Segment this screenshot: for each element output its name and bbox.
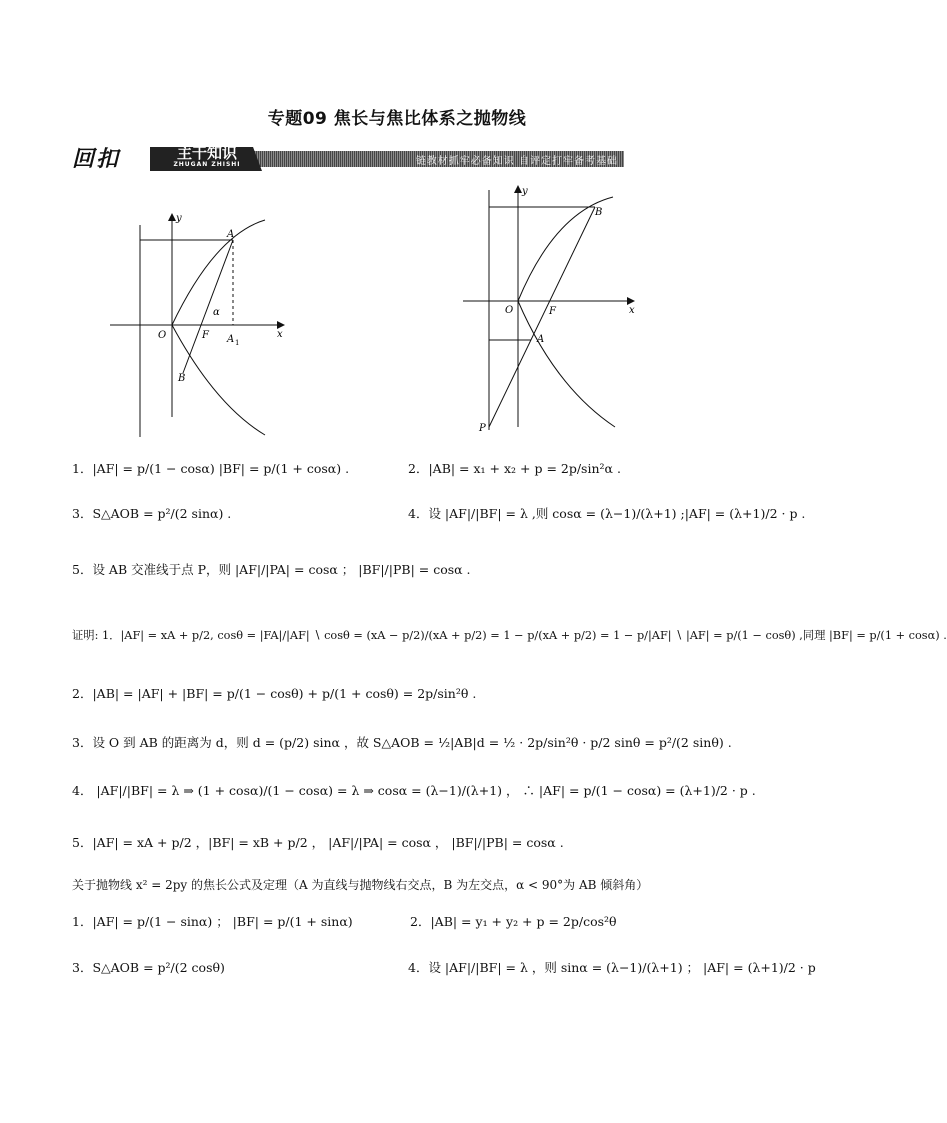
svg-text:A: A: [227, 229, 235, 240]
banner-left-text: 回扣: [72, 146, 121, 172]
svg-text:P: P: [479, 423, 486, 434]
formula-1: 1．|AF| = p/(1 − cosα) |BF| = p/(1 + cosα) .: [72, 461, 350, 476]
svg-text:O: O: [158, 330, 167, 341]
svg-text:B: B: [178, 373, 186, 384]
section2-formula-3: 3．S△AOB = p²/(2 cosθ): [72, 960, 225, 975]
parabola-curve: [172, 220, 265, 435]
section2-formula-1: 1．|AF| = p/(1 − sinα) ； |BF| = p/(1 + sinα): [72, 914, 353, 929]
svg-text:F: F: [549, 306, 556, 317]
svg-text:A: A: [537, 334, 545, 345]
svg-text:A: A: [227, 334, 235, 345]
proof-5: 5．|AF| = xA + p/2 ，|BF| = xB + p/2 ， |AF|/|PA| = cosα ， |BF|/|PB| = cosα .: [72, 835, 564, 850]
svg-text:x: x: [629, 305, 635, 316]
formula-4: 4．设 |AF|/|BF| = λ ,则 cosα = (λ−1)/(λ+1) ;|AF| = (λ+1)/2 · p .: [408, 506, 806, 521]
svg-text:O: O: [505, 305, 514, 316]
proof-1: 证明: 1．|AF| = xA + p/2, cosθ = |FA|/|AF| ∖ cosθ = (xA − p/2)/(xA + p/2) = 1 − p/(xA + p/2) = 1 − p/|AF| ∖ |AF| = p/(1 − cosθ) ,同理 |BF| = p/(1 + cosα) .: [72, 629, 947, 642]
proof-2: 2．|AB| = |AF| + |BF| = p/(1 − cosθ) + p/(1 + cosθ) = 2p/sin²θ .: [72, 686, 477, 701]
formula-2: 2．|AB| = x₁ + x₂ + p = 2p/sin²α .: [408, 461, 621, 476]
svg-text:1: 1: [235, 339, 240, 347]
svg-text:α: α: [213, 307, 220, 318]
banner-right-text: 链教材抓牢必备知识 自评定打牢备考基础: [415, 156, 618, 167]
section2-heading: 关于抛物线 x² = 2py 的焦长公式及定理（A 为直线与抛物线右交点，B 为左交点，α < 90°为 AB 倾斜角）: [72, 878, 649, 892]
svg-text:x: x: [277, 329, 283, 340]
section2-formula-4: 4．设 |AF|/|BF| = λ ，则 sinα = (λ−1)/(λ+1) ； |AF| = (λ+1)/2 · p: [408, 960, 816, 975]
proof-4: 4． |AF|/|BF| = λ ⇒ (1 + cosα)/(1 − cosα) = λ ⇒ cosα = (λ−1)/(λ+1) ， ∴ |AF| = p/(1 − cosα) = (λ+1)/2 · p .: [72, 783, 756, 798]
formula-3: 3．S△AOB = p²/(2 sinα) .: [72, 506, 232, 521]
svg-text:y: y: [176, 213, 182, 224]
formula-5: 5．设 AB 交准线于点 P，则 |AF|/|PA| = cosα ； |BF|/|PB| = cosα .: [72, 562, 471, 577]
proof-3: 3．设 O 到 AB 的距离为 d，则 d = (p/2) sinα ，故 S△AOB = ½|AB|d = ½ · 2p/sin²θ · p/2 sinθ = p²/(2 sinθ) .: [72, 735, 732, 750]
svg-text:B: B: [595, 207, 603, 218]
banner-label: 主干知识 ZHUGAN ZHISHI: [173, 144, 241, 168]
figure-parabola-2: [455, 182, 645, 437]
svg-text:F: F: [202, 330, 209, 341]
line-pb: [489, 207, 595, 427]
section2-formula-2: 2．|AB| = y₁ + y₂ + p = 2p/cos²θ: [410, 914, 617, 929]
parabola-curve: [518, 197, 615, 427]
svg-text:y: y: [522, 186, 528, 197]
chord-ab: [183, 240, 233, 373]
page-title: 专题09 焦长与焦比体系之抛物线: [267, 109, 527, 129]
figure-parabola-1: [105, 205, 295, 440]
section-banner: [72, 144, 624, 172]
